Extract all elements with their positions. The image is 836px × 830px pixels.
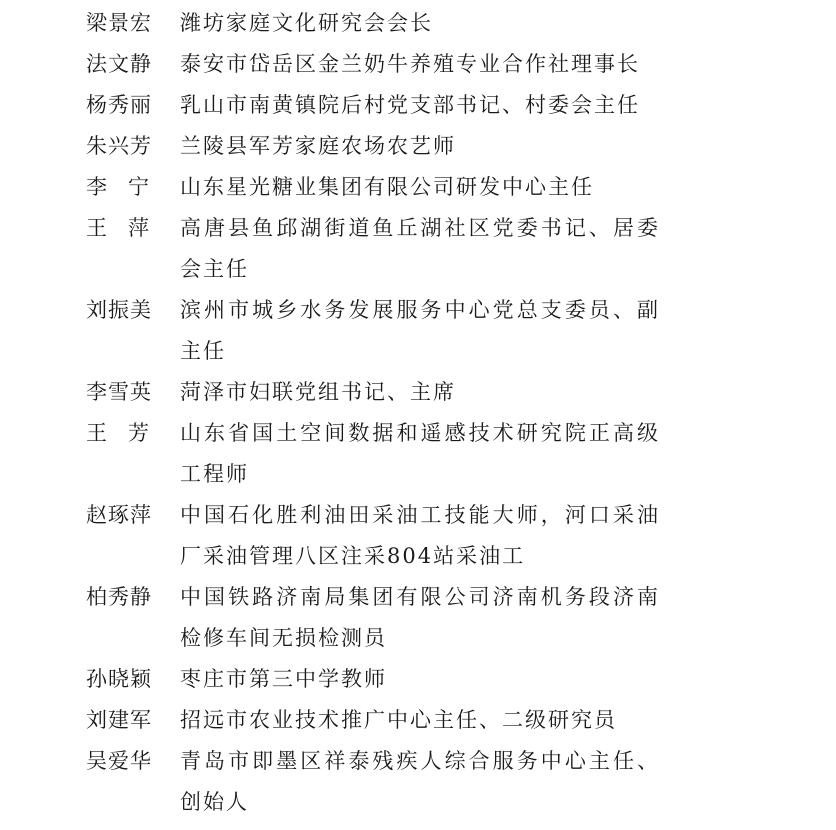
member-name: 吴爱华 (86, 749, 152, 773)
member-name: 孙晓颖 (86, 667, 152, 691)
member-name: 李雪英 (86, 380, 152, 404)
member-title: 高唐县鱼邱湖街道鱼丘湖社区党委书记、居委会主任 (180, 216, 660, 281)
list-item (86, 126, 806, 167)
member-title: 中国铁路济南局集团有限公司济南机务段济南检修车间无损检测员 (180, 585, 660, 650)
list-item (86, 495, 806, 577)
member-title: 招远市农业技术推广中心主任、二级研究员 (180, 708, 617, 732)
member-name: 赵琢萍 (86, 503, 152, 527)
list-item (86, 413, 806, 495)
list-item (86, 290, 806, 372)
member-name: 杨秀丽 (86, 93, 152, 117)
member-list (86, 3, 806, 823)
list-item (86, 700, 806, 741)
member-title: 山东星光糖业集团有限公司研发中心主任 (180, 175, 594, 199)
member-title: 中国石化胜利油田采油工技能大师，河口采油厂采油管理八区注采804站采油工 (180, 503, 660, 568)
member-title: 潍坊家庭文化研究会会长 (180, 11, 433, 35)
member-name: 王 芳 (86, 421, 149, 445)
member-title: 乳山市南黄镇院后村党支部书记、村委会主任 (180, 93, 640, 117)
member-title: 兰陵县军芳家庭农场农艺师 (180, 134, 456, 158)
list-item (86, 741, 806, 823)
member-title: 山东省国土空间数据和遥感技术研究院正高级工程师 (180, 421, 660, 486)
member-name: 刘建军 (86, 708, 152, 732)
list-item (86, 167, 806, 208)
list-item (86, 659, 806, 700)
list-item (86, 577, 806, 659)
list-item (86, 208, 806, 290)
member-name: 王 萍 (86, 216, 149, 240)
member-title: 枣庄市第三中学教师 (180, 667, 387, 691)
member-name: 柏秀静 (86, 585, 152, 609)
member-title: 菏泽市妇联党组书记、主席 (180, 380, 456, 404)
member-name: 法文静 (86, 52, 152, 76)
member-title: 青岛市即墨区祥泰残疾人综合服务中心主任、创始人 (180, 749, 660, 814)
member-title: 滨州市城乡水务发展服务中心党总支委员、副主任 (180, 298, 660, 363)
list-item (86, 372, 806, 413)
member-name: 李 宁 (86, 175, 149, 199)
list-item (86, 3, 806, 44)
member-name: 朱兴芳 (86, 134, 152, 158)
list-item (86, 44, 806, 85)
member-name: 刘振美 (86, 298, 152, 322)
list-item (86, 85, 806, 126)
member-name: 梁景宏 (86, 11, 152, 35)
member-title: 泰安市岱岳区金兰奶牛养殖专业合作社理事长 (180, 52, 640, 76)
